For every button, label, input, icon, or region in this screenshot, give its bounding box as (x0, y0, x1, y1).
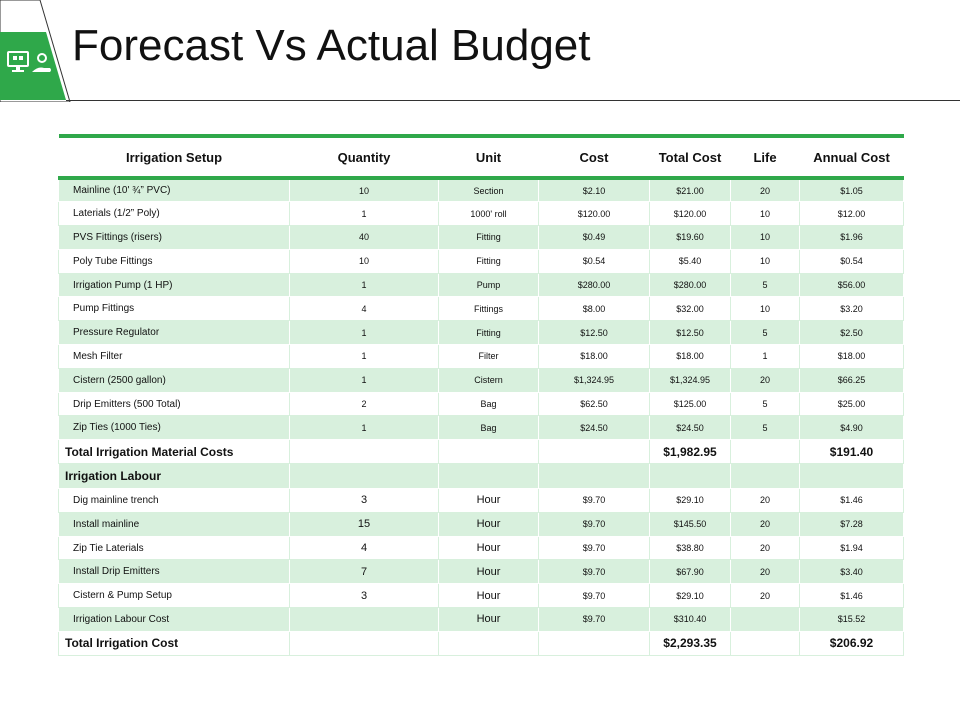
cell-name: Cistern & Pump Setup (59, 584, 290, 608)
cell-unit: 1000' roll (439, 202, 539, 226)
labour-row (59, 536, 904, 560)
cell-unit: Hour (439, 512, 539, 536)
cell-total: $38.80 (650, 536, 731, 560)
cell-qty: 3 (290, 489, 439, 513)
material-row (59, 273, 904, 297)
cell-name: Laterials (1/2” Poly) (59, 202, 290, 226)
cell-annual: $18.00 (800, 345, 904, 369)
labour-heading-row (59, 464, 904, 489)
cell-cost: $9.70 (539, 584, 650, 608)
cell-life: 20 (731, 512, 800, 536)
cell-name: Install mainline (59, 512, 290, 536)
cell-annual: $56.00 (800, 273, 904, 297)
labour-row (59, 584, 904, 608)
cell-name: Irrigation Labour (59, 464, 290, 489)
cell-cost: $9.70 (539, 536, 650, 560)
table-body (59, 178, 904, 655)
grand-total-row (59, 631, 904, 655)
material-row (59, 345, 904, 369)
cell-unit: Hour (439, 560, 539, 584)
cell-life: 5 (731, 392, 800, 416)
cell-life: 1 (731, 345, 800, 369)
labour-row (59, 560, 904, 584)
material-row (59, 249, 904, 273)
cell-name: Irrigation Pump (1 HP) (59, 273, 290, 297)
cell-qty (290, 631, 439, 655)
cell-qty: 1 (290, 368, 439, 392)
material-row (59, 202, 904, 226)
cell-name: Total Irrigation Material Costs (59, 440, 290, 464)
cell-name: PVS Fittings (risers) (59, 226, 290, 250)
header-irrigation-setup: Irrigation Setup (59, 136, 290, 178)
cell-unit: Hour (439, 489, 539, 513)
header-annual-cost: Annual Cost (800, 136, 904, 178)
cell-life (731, 464, 800, 489)
cell-annual: $2.50 (800, 321, 904, 345)
cell-total: $67.90 (650, 560, 731, 584)
header-total-cost: Total Cost (650, 136, 731, 178)
cell-annual: $1.96 (800, 226, 904, 250)
cell-life: 20 (731, 536, 800, 560)
cell-total: $120.00 (650, 202, 731, 226)
cell-qty: 40 (290, 226, 439, 250)
cell-total: $145.50 (650, 512, 731, 536)
cell-life (731, 631, 800, 655)
cell-life: 10 (731, 297, 800, 321)
cell-name: Install Drip Emitters (59, 560, 290, 584)
cell-unit: Fittings (439, 297, 539, 321)
cell-qty: 7 (290, 560, 439, 584)
cell-qty: 1 (290, 321, 439, 345)
cell-name: Pump Fittings (59, 297, 290, 321)
cell-annual: $25.00 (800, 392, 904, 416)
cell-name: Mesh Filter (59, 345, 290, 369)
cell-name: Cistern (2500 gallon) (59, 368, 290, 392)
cell-annual: $12.00 (800, 202, 904, 226)
material-row (59, 368, 904, 392)
cell-total: $24.50 (650, 416, 731, 440)
cell-unit: Section (439, 178, 539, 202)
cell-qty: 1 (290, 345, 439, 369)
cell-qty: 4 (290, 536, 439, 560)
cell-qty: 3 (290, 584, 439, 608)
cell-name: Dig mainline trench (59, 489, 290, 513)
cell-qty: 10 (290, 249, 439, 273)
cell-name: Irrigation Labour Cost (59, 608, 290, 632)
cell-annual: $3.40 (800, 560, 904, 584)
material-row (59, 392, 904, 416)
cell-life: 20 (731, 560, 800, 584)
cell-qty: 1 (290, 273, 439, 297)
cell-cost: $12.50 (539, 321, 650, 345)
cell-total: $21.00 (650, 178, 731, 202)
cell-cost: $8.00 (539, 297, 650, 321)
cell-annual: $1.46 (800, 489, 904, 513)
cell-annual: $4.90 (800, 416, 904, 440)
cell-unit: Fitting (439, 226, 539, 250)
cell-total: $5.40 (650, 249, 731, 273)
cell-total: $1,982.95 (650, 440, 731, 464)
cell-cost: $9.70 (539, 512, 650, 536)
cell-qty: 10 (290, 178, 439, 202)
header-quantity: Quantity (290, 136, 439, 178)
cell-qty: 4 (290, 297, 439, 321)
cell-annual: $191.40 (800, 440, 904, 464)
cell-name: Zip Ties (1000 Ties) (59, 416, 290, 440)
cell-qty (290, 608, 439, 632)
cell-qty (290, 464, 439, 489)
cell-cost: $0.54 (539, 249, 650, 273)
cell-annual: $1.05 (800, 178, 904, 202)
cell-annual: $206.92 (800, 631, 904, 655)
cell-life: 20 (731, 178, 800, 202)
material-row (59, 321, 904, 345)
cell-life: 20 (731, 489, 800, 513)
cell-cost (539, 631, 650, 655)
cell-total: $19.60 (650, 226, 731, 250)
cell-annual: $0.54 (800, 249, 904, 273)
cell-unit (439, 631, 539, 655)
cell-total: $125.00 (650, 392, 731, 416)
cell-life: 10 (731, 249, 800, 273)
cell-unit: Filter (439, 345, 539, 369)
cell-name: Mainline (10' ¾” PVC) (59, 178, 290, 202)
cell-name: Total Irrigation Cost (59, 631, 290, 655)
cell-unit: Hour (439, 584, 539, 608)
cell-unit: Fitting (439, 321, 539, 345)
cell-unit: Cistern (439, 368, 539, 392)
cell-annual: $3.20 (800, 297, 904, 321)
cell-life: 5 (731, 416, 800, 440)
labour-row (59, 489, 904, 513)
cell-cost: $62.50 (539, 392, 650, 416)
cell-annual: $66.25 (800, 368, 904, 392)
cell-unit: Bag (439, 392, 539, 416)
header-unit: Unit (439, 136, 539, 178)
material-row (59, 416, 904, 440)
cell-total: $29.10 (650, 584, 731, 608)
cell-total: $1,324.95 (650, 368, 731, 392)
cell-cost: $18.00 (539, 345, 650, 369)
cell-qty (290, 440, 439, 464)
cell-unit (439, 464, 539, 489)
cell-cost: $1,324.95 (539, 368, 650, 392)
labour-row (59, 512, 904, 536)
material-row (59, 178, 904, 202)
cell-cost: $9.70 (539, 560, 650, 584)
header-life: Life (731, 136, 800, 178)
cell-annual (800, 464, 904, 489)
cell-total: $29.10 (650, 489, 731, 513)
cell-unit: Pump (439, 273, 539, 297)
cell-total: $2,293.35 (650, 631, 731, 655)
cell-total: $18.00 (650, 345, 731, 369)
cell-total: $12.50 (650, 321, 731, 345)
cell-unit: Hour (439, 536, 539, 560)
material-total-row (59, 440, 904, 464)
cell-cost: $280.00 (539, 273, 650, 297)
cell-name: Poly Tube Fittings (59, 249, 290, 273)
cell-annual: $15.52 (800, 608, 904, 632)
cell-total (650, 464, 731, 489)
cell-qty: 2 (290, 392, 439, 416)
cell-qty: 15 (290, 512, 439, 536)
cell-life (731, 440, 800, 464)
material-row (59, 226, 904, 250)
cell-unit (439, 440, 539, 464)
title-divider (66, 100, 960, 101)
cell-life: 20 (731, 584, 800, 608)
cell-cost (539, 440, 650, 464)
cell-cost: $9.70 (539, 608, 650, 632)
cell-life: 10 (731, 226, 800, 250)
cell-life: 5 (731, 321, 800, 345)
cell-qty: 1 (290, 416, 439, 440)
page-title: Forecast Vs Actual Budget (72, 21, 591, 70)
cell-total: $310.40 (650, 608, 731, 632)
cell-annual: $7.28 (800, 512, 904, 536)
cell-cost: $2.10 (539, 178, 650, 202)
cell-cost: $120.00 (539, 202, 650, 226)
cell-life: 5 (731, 273, 800, 297)
table-header-row (59, 136, 904, 178)
cell-annual: $1.46 (800, 584, 904, 608)
cell-name: Zip Tie Laterials (59, 536, 290, 560)
cell-name: Drip Emitters (500 Total) (59, 392, 290, 416)
budget-table-container (58, 134, 903, 656)
section-badge (0, 0, 72, 102)
labour-row (59, 608, 904, 632)
cell-name: Pressure Regulator (59, 321, 290, 345)
header-cost: Cost (539, 136, 650, 178)
cell-life: 20 (731, 368, 800, 392)
cell-cost: $24.50 (539, 416, 650, 440)
cell-unit: Fitting (439, 249, 539, 273)
cell-total: $32.00 (650, 297, 731, 321)
budget-table (58, 134, 904, 656)
cell-life: 10 (731, 202, 800, 226)
cell-unit: Hour (439, 608, 539, 632)
cell-life (731, 608, 800, 632)
cell-cost: $0.49 (539, 226, 650, 250)
cell-qty: 1 (290, 202, 439, 226)
cell-total: $280.00 (650, 273, 731, 297)
cell-cost (539, 464, 650, 489)
cell-cost: $9.70 (539, 489, 650, 513)
cell-unit: Bag (439, 416, 539, 440)
cell-annual: $1.94 (800, 536, 904, 560)
material-row (59, 297, 904, 321)
